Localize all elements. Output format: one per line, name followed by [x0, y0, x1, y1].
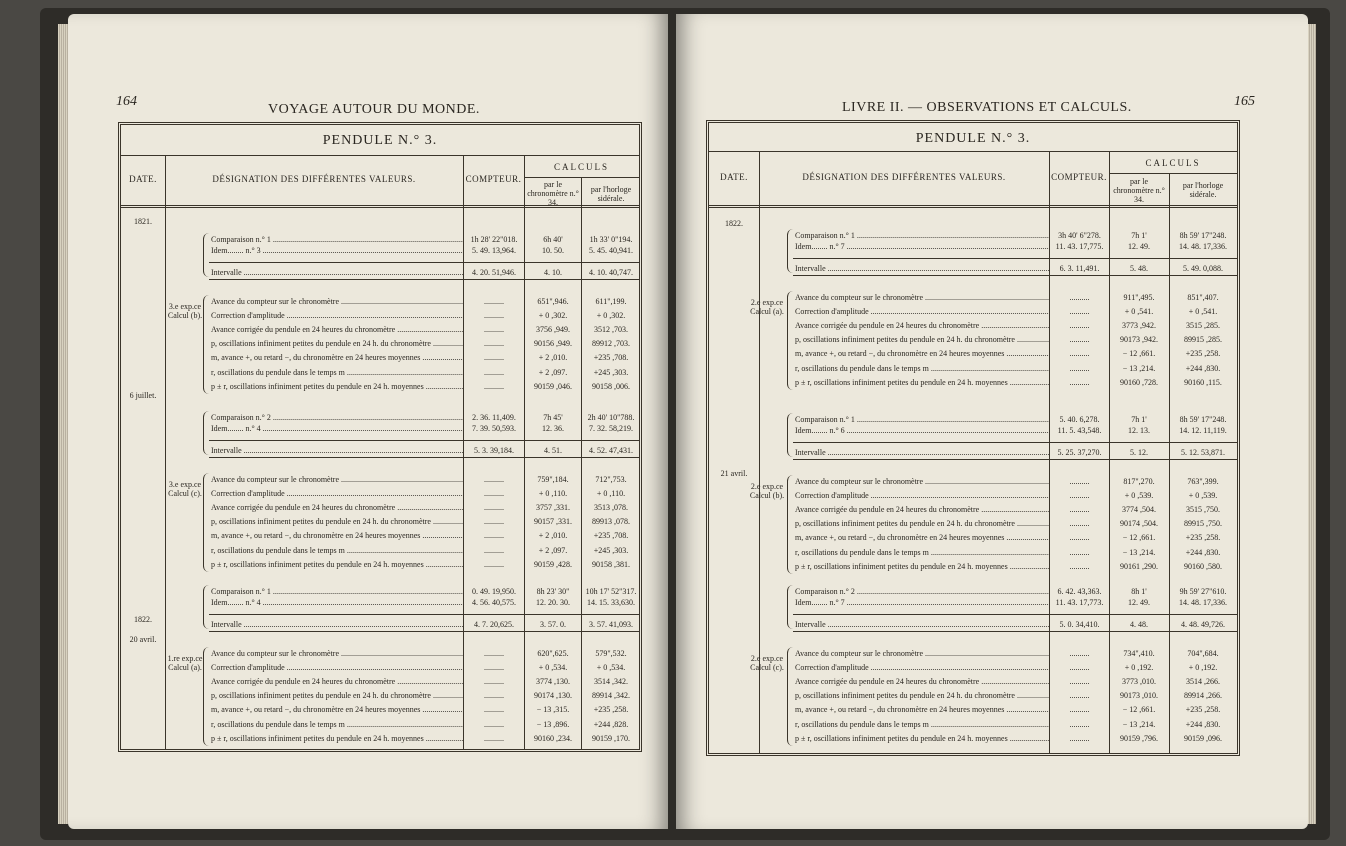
calc-row-compteur-cell: ..........: [1069, 733, 1090, 743]
calc-row-designation-cell: p, oscillations infiniment petites du pendule en 24 h. du chronomètre .....: [795, 519, 1049, 529]
calc-row-horloge-cell: 3513 ,078.: [594, 503, 628, 512]
calc-row-horloge-cell: 90159 ,096.: [1184, 733, 1222, 743]
interval-row-designation-cell: Intervalle .....: [211, 446, 463, 456]
calc-row-chronometre-cell: − 13 ,896.: [536, 719, 570, 729]
calc-row-compteur-cell: ..........: [1069, 490, 1090, 500]
comparison-row-chronometre-cell: 12. 49.: [1128, 598, 1150, 608]
calc-row-horloge-cell: +235 ,708.: [593, 353, 629, 363]
calc-row-horloge-cell: 3515 ,285.: [1186, 321, 1220, 330]
year-label: 1821.: [134, 217, 152, 226]
brace: [787, 585, 793, 629]
calc-row-chronometre-cell: + 0 ,192.: [1124, 662, 1154, 672]
calc-row-horloge-cell: +244 ,830.: [1185, 719, 1221, 729]
comparison-row-chronometre-cell: 8h 1': [1131, 587, 1147, 596]
calc-row-compteur-cell: ..........: [1069, 321, 1090, 330]
calc-row-designation-cell: Avance du compteur sur le chronomètre .....: [211, 475, 463, 485]
comparison-row-compteur-cell: 5. 49. 13,964.: [472, 246, 516, 256]
calc-row-designation-cell: Avance corrigée du pendule en 24 heures du chronomètre .....: [795, 505, 1049, 515]
calc-row-horloge-cell: +244 ,828.: [593, 719, 629, 729]
calc-row-chronometre-cell: 90159 ,046.: [534, 381, 572, 391]
chronometre-header: par le chronomètre n.° 34.: [527, 180, 579, 207]
calculs-header: CALCULS: [1145, 158, 1201, 168]
experiment-label: 2.e exp.ce Calcul (b).: [749, 481, 785, 500]
designation-header: DÉSIGNATION DES DIFFÉRENTES VALEURS.: [212, 174, 416, 184]
calc-row-chronometre-cell: 90161 ,290.: [1120, 561, 1158, 571]
calc-row-chronometre-cell: − 13 ,214.: [1122, 363, 1156, 373]
interval-rule: [209, 279, 639, 280]
calc-row-chronometre-cell: 3773 ,010.: [1122, 677, 1156, 686]
calc-row-chronometre-cell: 90173 ,942.: [1120, 335, 1158, 345]
table-frame: [118, 122, 642, 752]
comparison-row-designation-cell: Idem........ n.° 3 .....: [211, 246, 463, 256]
comparison-row-horloge-cell: 9h 59' 27"610.: [1179, 587, 1227, 596]
interval-row-chronometre-cell: 3. 57. 0.: [540, 619, 566, 629]
comparison-row-compteur-cell: 5. 40. 6,278.: [1059, 415, 1100, 424]
calc-row-designation-cell: Avance du compteur sur le chronomètre .....: [795, 293, 1049, 303]
calc-row-designation-cell: p, oscillations infiniment petites du pendule en 24 h. du chronomètre .....: [795, 691, 1049, 701]
calc-row-horloge-cell: 3512 ,703.: [594, 325, 628, 334]
calc-row-chronometre-cell: 90157 ,331.: [534, 517, 572, 527]
calc-row-compteur-cell: ..........: [484, 662, 504, 672]
comparison-row-designation-cell: Comparaison n.° 2 .....: [795, 587, 1049, 597]
calc-row-designation-cell: r, oscillations du pendule dans le temps m .....: [795, 548, 1049, 558]
interval-rule: [209, 262, 639, 263]
calc-row-horloge-cell: 90160 ,115.: [1184, 377, 1222, 387]
calc-row-horloge-cell: + 0 ,302.: [596, 310, 626, 320]
brace: [203, 585, 209, 629]
comparison-row-designation-cell: Idem........ n.° 7 .....: [795, 242, 1049, 252]
calc-row-designation-cell: Avance corrigée du pendule en 24 heures du chronomètre .....: [795, 321, 1049, 331]
calc-row-chronometre-cell: − 13 ,214.: [1122, 719, 1156, 729]
calc-row-horloge-cell: 611",199.: [595, 296, 627, 306]
calc-row-compteur-cell: ..........: [484, 353, 504, 363]
interval-row-horloge-cell: 4. 10. 40,747.: [589, 267, 633, 277]
calc-row-designation-cell: p ± r, oscillations infiniment petites du pendule en 24 h. moyennes .....: [211, 560, 463, 570]
interval-row-horloge-cell: 3. 57. 41,093.: [589, 619, 633, 629]
calc-row-compteur-cell: ..........: [1069, 648, 1090, 658]
calc-row-designation-cell: p ± r, oscillations infiniment petites du pendule en 24 h. moyennes .....: [211, 734, 463, 744]
calc-row-compteur-cell: ..........: [484, 367, 504, 377]
date-label: 6 juillet.: [129, 391, 157, 400]
calc-row-designation-cell: Avance corrigée du pendule en 24 heures du chronomètre .....: [211, 503, 463, 513]
calc-row-designation-cell: r, oscillations du pendule dans le temps m .....: [211, 368, 463, 378]
comparison-row-designation-cell: Comparaison n.° 1 .....: [211, 235, 463, 245]
calc-row-chronometre-cell: + 0 ,534.: [538, 662, 568, 672]
calc-row-horloge-cell: + 0 ,541.: [1188, 306, 1218, 316]
calc-row-compteur-cell: ..........: [484, 648, 504, 658]
calc-row-compteur-cell: ..........: [484, 691, 504, 701]
calc-row-designation-cell: m, avance +, ou retard −, du chronomètre en 24 heures moyennes .....: [211, 705, 463, 715]
calc-row-designation-cell: Avance du compteur sur le chronomètre .....: [795, 477, 1049, 487]
calc-row-compteur-cell: ..........: [484, 719, 504, 729]
comparison-row-compteur-cell: 7. 39. 50,593.: [472, 424, 516, 434]
calc-row-horloge-cell: 89914 ,266.: [1184, 691, 1222, 701]
calc-row-compteur-cell: ..........: [484, 705, 504, 715]
interval-row-horloge-cell: 5. 12. 53,871.: [1181, 447, 1225, 457]
interval-rule: [793, 614, 1237, 615]
date-header: DATE.: [720, 172, 748, 182]
calc-row-horloge-cell: +235 ,258.: [593, 705, 629, 715]
calc-row-designation-cell: Avance du compteur sur le chronomètre .....: [795, 649, 1049, 659]
comparison-row-designation-cell: Comparaison n.° 1 .....: [211, 587, 463, 597]
calc-row-horloge-cell: 3514 ,266.: [1186, 677, 1220, 686]
calc-row-compteur-cell: ..........: [1069, 505, 1090, 514]
page-edges-left: [58, 24, 68, 824]
interval-row-compteur-cell: 6. 3. 11,491.: [1059, 263, 1100, 273]
calc-row-chronometre-cell: 90159 ,428.: [534, 559, 572, 569]
interval-rule: [209, 631, 639, 632]
calc-row-designation-cell: Avance corrigée du pendule en 24 heures du chronomètre .....: [211, 325, 463, 335]
calc-row-compteur-cell: ..........: [484, 488, 504, 498]
calc-row-chronometre-cell: − 12 ,661.: [1122, 705, 1156, 715]
calc-row-designation-cell: p, oscillations infiniment petites du pendule en 24 h. du chronomètre .....: [795, 335, 1049, 345]
calc-row-designation-cell: Correction d'amplitude .....: [211, 663, 463, 673]
calc-row-horloge-cell: + 0 ,192.: [1188, 662, 1218, 672]
calc-row-horloge-cell: 89912 ,703.: [592, 339, 630, 349]
year-label: 1822.: [134, 615, 152, 624]
calc-row-designation-cell: Avance corrigée du pendule en 24 heures du chronomètre .....: [795, 677, 1049, 687]
interval-row-compteur-cell: 5. 25. 37,270.: [1057, 447, 1102, 457]
calc-row-designation-cell: Avance corrigée du pendule en 24 heures du chronomètre .....: [211, 677, 463, 687]
calc-row-chronometre-cell: − 12 ,661.: [1122, 349, 1156, 359]
page-number: 164: [116, 94, 137, 109]
calc-row-horloge-cell: 579",532.: [595, 648, 627, 658]
brace: [787, 413, 793, 457]
calc-row-horloge-cell: 89915 ,285.: [1184, 335, 1222, 345]
calc-row-compteur-cell: ..........: [484, 381, 504, 391]
calc-row-designation-cell: p, oscillations infiniment petites du pendule en 24 h. du chronomètre .....: [211, 517, 463, 527]
calc-row-chronometre-cell: 90160 ,728.: [1120, 377, 1158, 387]
calc-row-compteur-cell: ..........: [484, 733, 504, 743]
calc-row-chronometre-cell: 3774 ,130.: [536, 677, 570, 686]
calc-row-compteur-cell: ..........: [1069, 677, 1090, 686]
calc-row-chronometre-cell: 620",625.: [537, 648, 569, 658]
comparison-row-horloge-cell: 8h 59' 17"248.: [1179, 231, 1227, 240]
calc-row-compteur-cell: ..........: [1069, 691, 1090, 701]
calc-row-chronometre-cell: 734",410.: [1123, 648, 1155, 658]
interval-row-chronometre-cell: 5. 48.: [1130, 263, 1148, 273]
calc-row-chronometre-cell: − 13 ,315.: [536, 705, 570, 715]
calc-row-compteur-cell: ..........: [1069, 476, 1090, 486]
comparison-row-compteur-cell: 11. 5. 43,548.: [1057, 426, 1102, 436]
interval-row-horloge-cell: 5. 49. 0,088.: [1183, 263, 1223, 273]
calc-row-compteur-cell: ..........: [484, 474, 504, 484]
experiment-label: 2.e exp.ce Calcul (c).: [750, 653, 784, 672]
calc-row-horloge-cell: +244 ,830.: [1185, 363, 1221, 373]
calc-row-chronometre-cell: 759",184.: [537, 474, 569, 484]
calc-row-designation-cell: Correction d'amplitude .....: [211, 311, 463, 321]
calc-row-compteur-cell: ..........: [484, 503, 504, 512]
interval-row-designation-cell: Intervalle .....: [211, 620, 463, 630]
experiment-label: 3.e exp.ce Calcul (c).: [168, 479, 202, 498]
interval-row-designation-cell: Intervalle .....: [795, 620, 1049, 630]
calc-row-chronometre-cell: + 2 ,010.: [538, 353, 568, 363]
interval-rule: [793, 631, 1237, 632]
experiment-label: 3.e exp.ce Calcul (b).: [167, 301, 203, 320]
calc-row-compteur-cell: ..........: [1069, 292, 1090, 302]
interval-rule: [793, 258, 1237, 259]
calc-row-compteur-cell: ..........: [1069, 705, 1090, 715]
calc-row-compteur-cell: ..........: [484, 517, 504, 527]
calc-row-chronometre-cell: + 2 ,097.: [538, 367, 568, 377]
calc-row-horloge-cell: +244 ,830.: [1185, 547, 1221, 557]
calc-row-compteur-cell: ..........: [484, 677, 504, 686]
left-page: [68, 14, 668, 829]
calc-row-designation-cell: m, avance +, ou retard −, du chronomètre en 24 heures moyennes .....: [795, 349, 1049, 359]
chronometre-header: par le chronomètre n.° 34.: [1113, 177, 1165, 204]
interval-row-chronometre-cell: 5. 12.: [1130, 447, 1148, 457]
comparison-row-compteur-cell: 11. 43. 17,775.: [1055, 242, 1104, 252]
comparison-row-horloge-cell: 5. 45. 40,941.: [589, 246, 633, 256]
calc-row-compteur-cell: ..........: [484, 325, 504, 334]
interval-row-horloge-cell: 4. 52. 47,431.: [589, 445, 633, 455]
comparison-row-compteur-cell: 4. 56. 40,575.: [472, 598, 516, 608]
calc-row-designation-cell: Correction d'amplitude .....: [795, 491, 1049, 501]
compteur-header: COMPTEUR.: [1051, 172, 1107, 182]
running-head: VOYAGE AUTOUR DU MONDE.: [268, 102, 480, 117]
calc-row-chronometre-cell: 3756 ,949.: [536, 325, 570, 334]
year-label: 1822.: [725, 219, 743, 228]
calc-row-designation-cell: r, oscillations du pendule dans le temps m .....: [211, 720, 463, 730]
comparison-row-horloge-cell: 14. 48. 17,336.: [1179, 242, 1227, 252]
calc-row-compteur-cell: ..........: [484, 310, 504, 320]
rule: [1109, 173, 1237, 174]
interval-row-designation-cell: Intervalle .....: [795, 264, 1049, 274]
calc-row-designation-cell: p, oscillations infiniment petites du pendule en 24 h. du chronomètre .....: [211, 691, 463, 701]
calc-row-designation-cell: m, avance +, ou retard −, du chronomètre en 24 heures moyennes .....: [211, 353, 463, 363]
calc-row-compteur-cell: ..........: [1069, 335, 1090, 345]
calc-row-designation-cell: r, oscillations du pendule dans le temps m .....: [795, 364, 1049, 374]
calc-row-chronometre-cell: 3773 ,942.: [1122, 321, 1156, 330]
comparison-row-chronometre-cell: 7h 1': [1131, 415, 1147, 424]
interval-rule: [209, 440, 639, 441]
comparison-row-designation-cell: Idem........ n.° 4 .....: [211, 598, 463, 608]
comparison-row-chronometre-cell: 12. 49.: [1128, 242, 1150, 252]
calc-row-horloge-cell: 90158 ,381.: [592, 559, 630, 569]
experiment-label: 1.re exp.ce Calcul (a).: [167, 653, 203, 672]
interval-row-horloge-cell: 4. 48. 49,726.: [1181, 619, 1225, 629]
calc-row-chronometre-cell: 817",270.: [1123, 476, 1155, 486]
page-number: 165: [1234, 94, 1255, 109]
interval-row-compteur-cell: 5. 0. 34,410.: [1059, 619, 1100, 629]
calc-row-horloge-cell: 763",399.: [1187, 476, 1219, 486]
calc-row-chronometre-cell: 90160 ,234.: [534, 733, 572, 743]
horloge-header: par l'horloge sidérale.: [590, 185, 632, 203]
date-label: 20 avril.: [129, 635, 157, 644]
calc-row-designation-cell: Correction d'amplitude .....: [795, 663, 1049, 673]
comparison-row-horloge-cell: 14. 12. 11,119.: [1179, 426, 1227, 436]
comparison-row-designation-cell: Idem........ n.° 7 .....: [795, 598, 1049, 608]
calc-row-chronometre-cell: 90174 ,130.: [534, 691, 572, 701]
calc-row-designation-cell: Correction d'amplitude .....: [211, 489, 463, 499]
right-page: [676, 14, 1308, 829]
compteur-header: COMPTEUR.: [465, 174, 522, 184]
calc-row-horloge-cell: +235 ,258.: [1185, 349, 1221, 359]
calc-row-chronometre-cell: 651",946.: [537, 296, 569, 306]
interval-rule: [793, 442, 1237, 443]
calc-row-chronometre-cell: + 0 ,539.: [1124, 490, 1154, 500]
calc-row-designation-cell: m, avance +, ou retard −, du chronomètre en 24 heures moyennes .....: [211, 531, 463, 541]
calc-row-designation-cell: m, avance +, ou retard −, du chronomètre en 24 heures moyennes .....: [795, 533, 1049, 543]
calc-row-chronometre-cell: 90156 ,949.: [534, 339, 572, 349]
table-frame: [706, 120, 1240, 756]
experiment-label: 2.e exp.ce Calcul (a).: [750, 297, 784, 316]
calc-row-compteur-cell: ..........: [484, 531, 504, 541]
calc-row-designation-cell: r, oscillations du pendule dans le temps m .....: [795, 720, 1049, 730]
calc-row-horloge-cell: 89915 ,750.: [1184, 519, 1222, 529]
calc-row-horloge-cell: 90160 ,580.: [1184, 561, 1222, 571]
calc-row-compteur-cell: ..........: [1069, 377, 1090, 387]
calc-row-designation-cell: p ± r, oscillations infiniment petites du pendule en 24 h. moyennes .....: [795, 734, 1049, 744]
calc-row-horloge-cell: +235 ,258.: [1185, 705, 1221, 715]
comparison-row-designation-cell: Comparaison n.° 1 .....: [795, 231, 1049, 241]
calc-row-compteur-cell: ..........: [1069, 719, 1090, 729]
table-title: PENDULE N.° 3.: [322, 133, 438, 148]
calc-row-chronometre-cell: 3757 ,331.: [536, 503, 570, 512]
calc-row-designation-cell: r, oscillations du pendule dans le temps m .....: [211, 546, 463, 556]
header-rule: [709, 205, 1237, 208]
calc-row-horloge-cell: 712",753.: [595, 474, 627, 484]
comparison-row-designation-cell: Idem........ n.° 4 .....: [211, 424, 463, 434]
calc-row-horloge-cell: +245 ,303.: [593, 545, 629, 555]
comparison-row-designation-cell: Comparaison n.° 2 .....: [211, 413, 463, 423]
comparison-row-horloge-cell: 1h 33' 0"194.: [589, 235, 633, 244]
calc-row-horloge-cell: 704",684.: [1187, 648, 1219, 658]
interval-row-compteur-cell: 5. 3. 39,184.: [474, 445, 514, 455]
calc-row-compteur-cell: ..........: [484, 296, 504, 306]
comparison-row-chronometre-cell: 7h 45': [543, 413, 563, 422]
calc-row-chronometre-cell: + 0 ,541.: [1124, 306, 1154, 316]
calc-row-chronometre-cell: 90159 ,796.: [1120, 733, 1158, 743]
calc-row-horloge-cell: +235 ,708.: [593, 531, 629, 541]
calc-row-compteur-cell: ..........: [484, 545, 504, 555]
calc-row-chronometre-cell: 90173 ,010.: [1120, 691, 1158, 701]
interval-rule: [209, 457, 639, 458]
comparison-row-compteur-cell: 6. 42. 43,363.: [1057, 587, 1102, 596]
calc-row-chronometre-cell: 90174 ,504.: [1120, 519, 1158, 529]
comparison-row-horloge-cell: 14. 48. 17,336.: [1179, 598, 1227, 608]
horloge-header: par l'horloge sidérale.: [1182, 181, 1224, 199]
comparison-row-chronometre-cell: 12. 36.: [542, 424, 564, 434]
rule: [121, 155, 639, 156]
calc-row-horloge-cell: 851",407.: [1187, 292, 1219, 302]
calc-row-compteur-cell: ..........: [484, 339, 504, 349]
comparison-row-designation-cell: Idem........ n.° 6 .....: [795, 426, 1049, 436]
calc-row-designation-cell: Correction d'amplitude .....: [795, 307, 1049, 317]
calc-row-designation-cell: Avance du compteur sur le chronomètre .....: [211, 297, 463, 307]
calc-row-compteur-cell: ..........: [1069, 363, 1090, 373]
comparison-row-horloge-cell: 14. 15. 33,630.: [587, 598, 635, 608]
calc-row-compteur-cell: ..........: [1069, 519, 1090, 529]
comparison-row-horloge-cell: 8h 59' 17"248.: [1179, 415, 1227, 424]
calc-row-compteur-cell: ..........: [1069, 561, 1090, 571]
calc-row-compteur-cell: ..........: [1069, 547, 1090, 557]
comparison-row-horloge-cell: 7. 32. 58,219.: [589, 424, 633, 434]
calc-row-horloge-cell: + 0 ,110.: [596, 488, 626, 498]
calc-row-horloge-cell: 89914 ,342.: [592, 691, 630, 701]
interval-row-compteur-cell: 4. 20. 51,946.: [472, 267, 516, 277]
interval-row-designation-cell: Intervalle .....: [795, 448, 1049, 458]
comparison-row-chronometre-cell: 12. 13.: [1128, 426, 1150, 436]
comparison-row-chronometre-cell: 10. 50.: [542, 246, 564, 256]
rule: [524, 177, 639, 178]
calc-row-horloge-cell: + 0 ,534.: [596, 662, 626, 672]
interval-rule: [793, 459, 1237, 460]
calc-row-designation-cell: m, avance +, ou retard −, du chronomètre en 24 heures moyennes .....: [795, 705, 1049, 715]
calc-row-horloge-cell: + 0 ,539.: [1188, 490, 1218, 500]
comparison-row-designation-cell: Comparaison n.° 1 .....: [795, 415, 1049, 425]
interval-row-compteur-cell: 4. 7. 20,625.: [474, 619, 514, 629]
calculs-header: CALCULS: [553, 162, 609, 172]
calc-row-horloge-cell: 89913 ,078.: [592, 517, 630, 527]
calc-row-designation-cell: p ± r, oscillations infiniment petites du pendule en 24 h. moyennes .....: [211, 382, 463, 392]
interval-rule: [793, 275, 1237, 276]
calc-row-chronometre-cell: + 2 ,097.: [538, 545, 568, 555]
calc-row-horloge-cell: +245 ,303.: [593, 367, 629, 377]
calc-row-horloge-cell: 90158 ,006.: [592, 381, 630, 391]
calc-row-designation-cell: p ± r, oscillations infiniment petites du pendule en 24 h. moyennes .....: [795, 378, 1049, 388]
calc-row-designation-cell: Avance du compteur sur le chronomètre .....: [211, 649, 463, 659]
comparison-row-chronometre-cell: 12. 20. 30.: [536, 598, 570, 608]
calc-row-horloge-cell: 90159 ,170.: [592, 733, 630, 743]
interval-row-chronometre-cell: 4. 10.: [544, 267, 562, 277]
comparison-row-compteur-cell: 3h 40' 6"278.: [1058, 231, 1101, 240]
calc-row-chronometre-cell: 911",495.: [1123, 292, 1155, 302]
calc-row-horloge-cell: 3514 ,342.: [594, 677, 628, 686]
calc-row-chronometre-cell: − 12 ,661.: [1122, 533, 1156, 543]
calc-row-compteur-cell: ..........: [484, 559, 504, 569]
table-title: PENDULE N.° 3.: [915, 131, 1031, 146]
comparison-row-horloge-cell: 2h 40' 10"788.: [587, 413, 635, 422]
calc-row-chronometre-cell: − 13 ,214.: [1122, 547, 1156, 557]
calc-row-compteur-cell: ..........: [1069, 306, 1090, 316]
calc-row-compteur-cell: ..........: [1069, 349, 1090, 359]
calc-row-compteur-cell: ..........: [1069, 662, 1090, 672]
calc-row-chronometre-cell: 3774 ,504.: [1122, 505, 1156, 514]
calc-row-compteur-cell: ..........: [1069, 533, 1090, 543]
comparison-row-chronometre-cell: 8h 23' 30": [536, 587, 570, 596]
interval-row-chronometre-cell: 4. 51.: [544, 445, 562, 455]
comparison-row-compteur-cell: 2. 36. 11,409.: [472, 413, 516, 422]
comparison-row-compteur-cell: 0. 49. 19,950.: [472, 587, 516, 596]
date-label: 21 avril.: [720, 469, 748, 478]
calc-row-chronometre-cell: + 0 ,110.: [538, 488, 568, 498]
brace: [203, 411, 209, 455]
comparison-row-chronometre-cell: 6h 40': [543, 235, 563, 244]
calc-row-horloge-cell: +235 ,258.: [1185, 533, 1221, 543]
comparison-row-compteur-cell: 1h 28' 22"018.: [470, 235, 518, 244]
running-head: LIVRE II. — OBSERVATIONS ET CALCULS.: [842, 100, 1132, 115]
calc-row-designation-cell: p ± r, oscillations infiniment petites du pendule en 24 h. moyennes .....: [795, 562, 1049, 572]
calc-row-horloge-cell: 3515 ,750.: [1186, 505, 1220, 514]
date-header: DATE.: [129, 174, 157, 184]
interval-row-chronometre-cell: 4. 48.: [1130, 619, 1148, 629]
comparison-row-chronometre-cell: 7h 1': [1131, 231, 1147, 240]
calc-row-chronometre-cell: + 2 ,010.: [538, 531, 568, 541]
comparison-row-horloge-cell: 10h 17' 52"317.: [585, 587, 637, 596]
rule: [709, 151, 1237, 152]
interval-rule: [209, 614, 639, 615]
brace: [787, 229, 793, 273]
interval-row-designation-cell: Intervalle .....: [211, 268, 463, 278]
designation-header: DÉSIGNATION DES DIFFÉRENTES VALEURS.: [802, 172, 1006, 182]
calc-row-chronometre-cell: + 0 ,302.: [538, 310, 568, 320]
comparison-row-compteur-cell: 11. 43. 17,773.: [1055, 598, 1104, 608]
brace: [203, 233, 209, 277]
calc-row-designation-cell: p, oscillations infiniment petites du pendule en 24 h. du chronomètre .....: [211, 339, 463, 349]
